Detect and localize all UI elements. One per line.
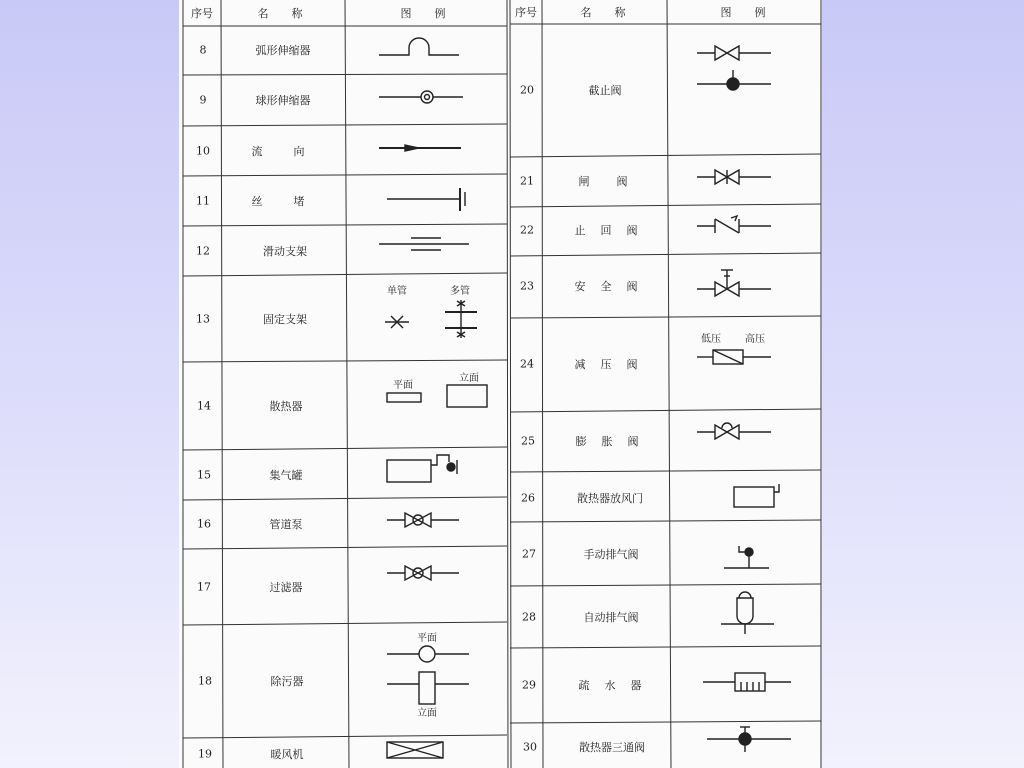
row-no: 19 [198, 747, 212, 761]
row-name: 过滤器 [269, 581, 303, 594]
row-no: 27 [522, 547, 536, 561]
row-no: 25 [521, 434, 535, 448]
plan-label: 平面 [417, 633, 437, 644]
row-no: 22 [520, 223, 534, 237]
row-no: 26 [521, 491, 535, 505]
filter-icon [387, 566, 459, 580]
row-name: 自动排气阀 [583, 611, 639, 624]
row-name: 减 压 阀 [574, 358, 640, 371]
row-no: 10 [196, 144, 210, 158]
plan-label: 平面 [393, 380, 413, 391]
row-name: 手动排气阀 [583, 548, 639, 561]
elevation-label: 立面 [459, 373, 479, 384]
row-no: 8 [199, 43, 207, 57]
row-name: 散热器三通阀 [579, 741, 645, 754]
expansion-valve-icon [697, 423, 771, 439]
row-no: 18 [198, 674, 212, 688]
row-name: 滑动支架 [263, 245, 307, 258]
row-no: 17 [197, 580, 211, 594]
row-no: 29 [522, 678, 536, 692]
radiator-air-vent-icon [734, 484, 779, 507]
globe-valve-icon [697, 46, 771, 90]
multi-pipe-label: 多管 [450, 286, 470, 297]
plug-icon [387, 188, 465, 211]
pipeline-pump-icon [387, 513, 459, 527]
header-legend-right: 图 例 [720, 6, 772, 19]
header-legend-left: 图 例 [400, 7, 452, 20]
single-pipe-label: 单管 [387, 286, 407, 297]
steam-trap-icon [703, 673, 791, 691]
high-pressure-label: 高压 [745, 334, 765, 345]
row-name: 除污器 [270, 675, 304, 688]
header-name-left: 名 称 [257, 7, 309, 20]
row-name: 流 向 [251, 145, 315, 158]
row-no: 13 [196, 312, 210, 326]
header-seq-left: 序号 [191, 7, 213, 20]
ball-expansion-joint-icon [379, 91, 463, 103]
row-name: 止 回 阀 [574, 224, 640, 237]
row-name: 管道泵 [269, 518, 303, 531]
automatic-air-valve-icon [721, 592, 774, 634]
row-name: 闸 阀 [578, 175, 636, 188]
row-no: 28 [522, 610, 536, 624]
flow-direction-icon [379, 145, 461, 151]
row-name: 截止阀 [588, 84, 622, 97]
row-no: 11 [196, 194, 210, 208]
header-name-right: 名 称 [580, 6, 632, 19]
pressure-reducing-valve-icon [697, 350, 771, 364]
arc-expansion-joint-icon [379, 38, 459, 55]
row-name: 暖风机 [270, 748, 304, 761]
row-name: 安 全 阀 [574, 280, 640, 293]
row-name: 球形伸缩器 [255, 94, 311, 107]
header-seq-right: 序号 [515, 6, 537, 19]
symbols-layer [179, 0, 822, 768]
row-no: 30 [523, 740, 537, 754]
row-name: 固定支架 [263, 313, 307, 326]
row-no: 21 [520, 174, 534, 188]
gate-valve-icon [697, 170, 771, 184]
row-no: 24 [520, 357, 534, 371]
dirt-separator-icon [387, 646, 469, 704]
row-name: 疏 水 器 [578, 679, 644, 692]
manual-air-valve-icon [724, 546, 769, 568]
safety-valve-icon [697, 270, 771, 296]
row-name: 集气罐 [269, 469, 303, 482]
row-name: 散热器放风门 [577, 492, 643, 505]
row-no: 20 [520, 83, 534, 97]
row-name: 散热器 [269, 400, 303, 413]
row-name: 弧形伸缩器 [255, 44, 311, 57]
check-valve-icon [697, 216, 771, 233]
row-no: 23 [520, 279, 534, 293]
symbol-table-sheet [179, 0, 822, 768]
row-no: 14 [197, 399, 211, 413]
row-no: 16 [197, 517, 211, 531]
row-name: 丝 堵 [251, 195, 315, 208]
sliding-support-icon [379, 238, 469, 250]
row-no: 12 [196, 244, 210, 258]
row-name: 膨 胀 阀 [575, 435, 641, 448]
row-no: 9 [199, 93, 207, 107]
air-collector-icon [387, 455, 457, 482]
unit-heater-icon [387, 742, 443, 758]
elevation-label: 立面 [417, 708, 437, 719]
low-pressure-label: 低压 [701, 334, 721, 345]
fixed-support-icon [385, 300, 477, 338]
row-no: 15 [197, 468, 211, 482]
radiator-three-way-valve-icon [707, 727, 791, 752]
